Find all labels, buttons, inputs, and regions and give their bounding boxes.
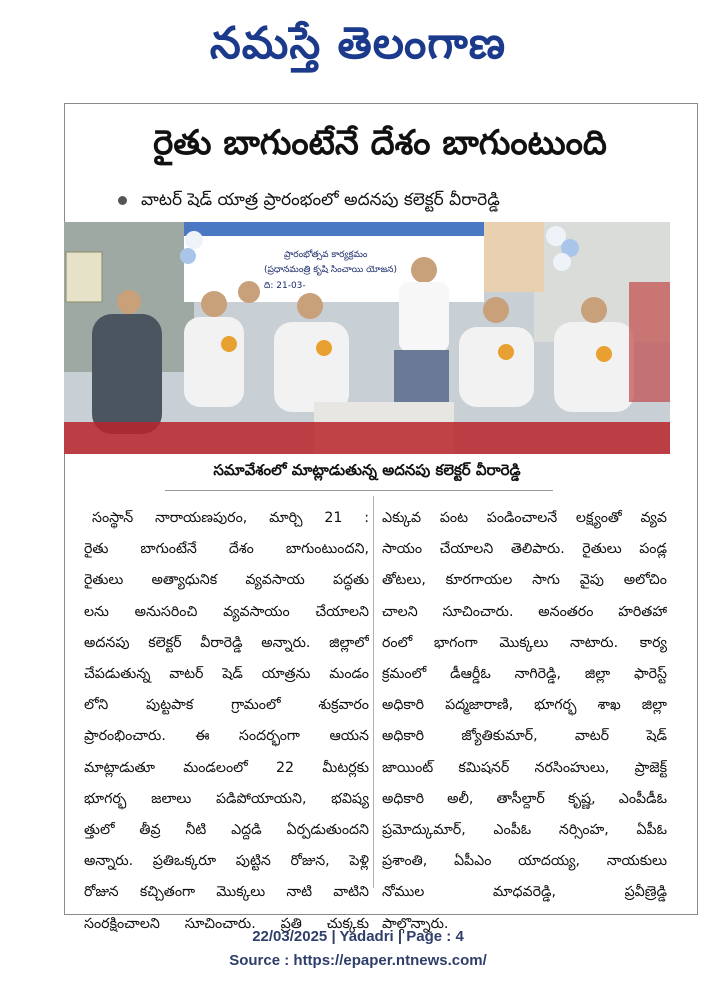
article-line: పాల్గొన్నారు. <box>382 915 449 932</box>
article-line: లోని పుట్టపాక గ్రామంలో శుక్రవారం <box>84 697 369 714</box>
newspaper-masthead: నమస్తే తెలంగాణ <box>209 18 507 69</box>
photo-caption: సమావేశంలో మాట్లాడుతున్న అదనపు కలెక్టర్ వీరారెడ్డి <box>213 461 521 479</box>
article-line: చాలని సూచించారు. అనంతరం హరితహా <box>382 603 667 620</box>
article-line: రైతులు అత్యాధునిక వ్యవసాయ పద్ధతు <box>84 572 369 589</box>
article-headline: రైతు బాగుంటేనే దేశం బాగుంటుంది <box>153 123 607 163</box>
article-line: లను అనుసరించి వ్యవసాయం చేయాలని <box>84 603 369 620</box>
banner-date: ది: 21-03- <box>264 281 306 291</box>
article-line: అధికారి పద్మజారాణి, భూగర్భ శాఖ జిల్లా <box>382 697 667 714</box>
footer-dateline: 22/03/2025 | Yadadri | Page : 4 <box>252 928 464 945</box>
article-subheadline <box>118 183 638 217</box>
article-line: ఎక్కువ పంట పండించాలనే లక్ష్యంతో వ్యవ <box>382 510 667 526</box>
article-line: రైతు బాగుంటేనే దేశం బాగుంటుందని, <box>84 541 369 558</box>
article-column-left <box>84 503 369 940</box>
banner-text-2: (ప్రధానమంత్రి కృషి సించాయి యోజన) <box>264 265 397 275</box>
article-line: నోముల మాధవరెడ్డి, ప్రవీణ్రెడ్డి <box>382 884 667 901</box>
article-line: త్తులో తీవ్ర నీటి ఎద్దడి ఏర్పడుతుందని <box>84 822 369 839</box>
article-line: సంరక్షించాలని సూచించారు. ప్రతి చుక్కకు <box>84 915 369 932</box>
column-divider <box>373 496 374 888</box>
article-line: సాయం చేయాలని తెలిపారు. రైతులు పండ్ల <box>382 541 667 558</box>
article-line: క్రమంలో డీఆర్డీఓ నాగిరెడ్డి, జిల్లా ఫారెస్ట్ <box>382 666 667 683</box>
caption-rule <box>165 490 553 491</box>
article-column-right <box>382 503 667 940</box>
article-line: తోటలు, కూరగాయల సాగు వైపు అలోచిం <box>382 572 667 589</box>
article-line: రంలో భాగంగా మొక్కలు నాటారు. కార్య <box>382 634 667 651</box>
subheadline-text: వాటర్ షెడ్ యాత్ర ప్రారంభంలో అదనపు కలెక్టర్ వీరారెడ్డి <box>141 190 500 210</box>
article-line: ప్రశాంతి, ఏపీఎం యాదయ్య, నాయకులు <box>382 853 667 870</box>
bullet-icon <box>118 196 127 205</box>
article-photo <box>64 222 670 454</box>
article-line: మాట్లాడుతూ మండలంలో 22 మీటర్లకు <box>84 759 369 776</box>
article-line: చేపడుతున్న వాటర్ షెడ్ యాత్రను మండం <box>84 666 369 683</box>
banner-text-1: ప్రారంభోత్సవ కార్యక్రమం <box>284 250 368 260</box>
article-line: జాయింట్ కమిషనర్ నరసింహులు, ప్రాజెక్ట్ <box>382 759 667 776</box>
article-line: అధికారి జ్యోతికుమార్, వాటర్ షెడ్ <box>382 728 667 745</box>
article-line: ప్రమోద్కుమార్, ఎంపీఓ నర్సింహ, ఏపీఓ <box>382 822 667 839</box>
article-line: ప్రారంభించారు. ఈ సందర్భంగా ఆయన <box>84 728 369 745</box>
article-line: సంస్థాన్ నారాయణపురం, మార్చి 21 : <box>92 510 369 526</box>
footer-source-link[interactable]: Source : https://epaper.ntnews.com/ <box>229 952 487 969</box>
article-line: అధికారి అలీ, తాసీల్దార్ కృష్ణ, ఎంపీడీఓ <box>382 790 667 807</box>
article-line: రోజున కచ్చితంగా మొక్కలు నాటి వాటిని <box>84 884 369 901</box>
article-line: అన్నారు. ప్రతిఒక్కరూ పుట్టిన రోజున, పెళ్లి <box>84 853 369 870</box>
article-line: అదనపు కలెక్టర్ వీరారెడ్డి అన్నారు. జిల్లాలో <box>84 634 369 651</box>
article-line: భూగర్భ జలాలు పడిపోయాయని, భవిష్య <box>84 790 369 807</box>
